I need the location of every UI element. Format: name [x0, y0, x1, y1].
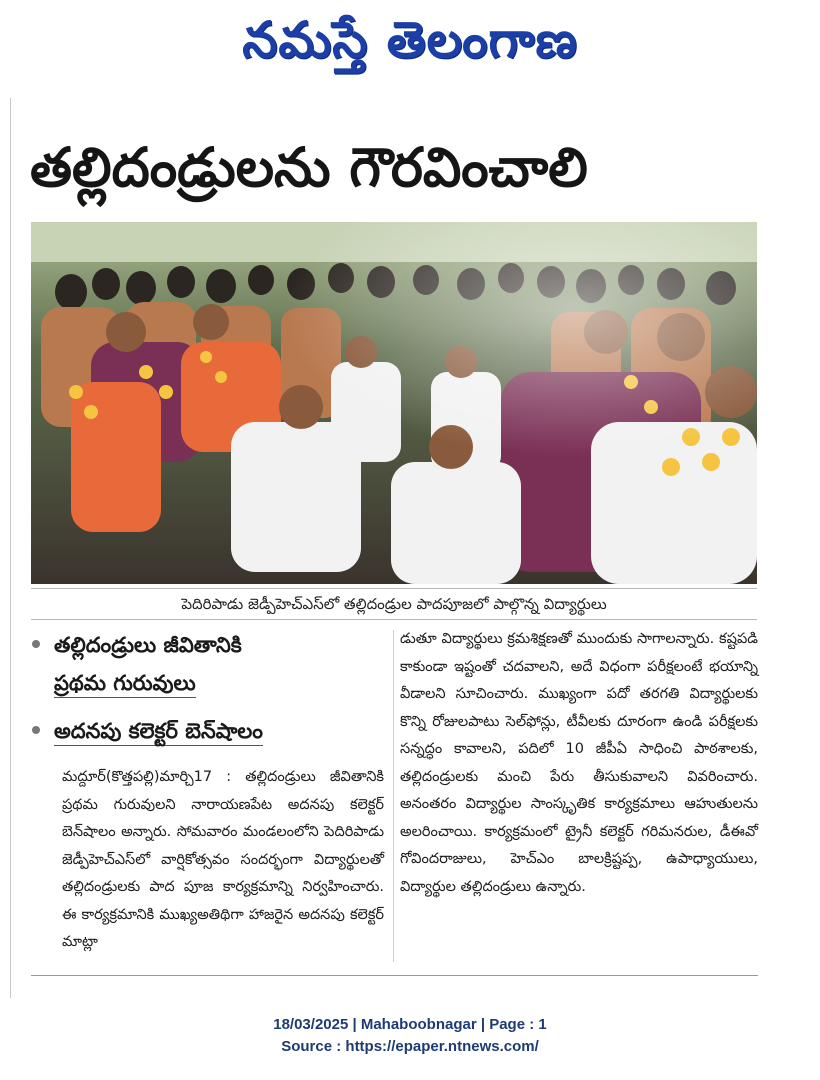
footer-date-edition: 18/03/2025 | Mahaboobnagar | Page : 1: [273, 1016, 547, 1033]
page-footer: [0, 1014, 820, 1058]
photo-caption: పెదిరిపాడు జెడ్పీహెచ్ఎస్‌లో తల్లిదండ్రుల పాదపూజలో పాల్గొన్న విద్యార్థులు: [31, 588, 757, 620]
highlight-line: అదనపు కలెక్టర్ బెన్‌షాలం: [54, 719, 263, 746]
footer-source-link[interactable]: Source : https://epaper.ntnews.com/: [281, 1038, 539, 1055]
article-end-rule: [31, 975, 758, 976]
bullet-icon: [32, 640, 40, 648]
photo-illustration: [31, 222, 757, 584]
newspaper-logo: నమస్తే తెలంగాణ: [242, 10, 578, 69]
article-highlights: [32, 626, 382, 760]
article-photo: [31, 222, 757, 584]
highlight-line: ప్రథమ గురువులు: [54, 671, 196, 698]
column-divider: [393, 630, 394, 962]
highlight-line: తల్లిదండ్రులు జీవితానికి: [54, 633, 242, 657]
article-body-right-column: డుతూ విద్యార్థులు క్రమశిక్షణతో ముందుకు సాగాలన్నారు. కష్టపడి కాకుండా ఇష్టంతో చదవాలని, అదే విధంగా పరీక్షలంటే భయాన్ని వీడాలని సూచించారు. ముఖ్యంగా పదో తరగతి విద్యార్థులకు కొన్ని రోజులపాటు సెల్‌ఫోన్లు, టీవీలకు దూరంగా ఉండి పరీక్షలకు సన్నద్ధం కావాలని, పదిలో 10 జీపీఏ సాధించి పాఠశాలకు, తల్లిదండ్రులకు మంచి పేరు తీసుకువాలని వివరించారు. అనంతరం విద్యార్థుల సాంస్కృతిక కార్యక్రమాలు ఆహుతులను అలరించాయి. కార్యక్రమంలో ట్రైనీ కలెక్టర్ గరిమనరుల, డీఈవో గోవిందరాజులు, హెచ్‌ఎం బాలక్రిష్టప్ప, ఉపాధ్యాయులు, విద్యార్థుల తల్లిదండ్రులు ఉన్నారు.: [400, 631, 758, 895]
page-left-rule: [10, 98, 11, 998]
masthead: [0, 6, 820, 78]
article-body-left-column: మద్దూర్(కొత్తపల్లి)మార్చి17 : తల్లిదండ్రులు జీవితానికి ప్రథమ గురువులని నారాయణపేట అదనపు కలెక్టర్ బెన్‌షాలం అన్నారు. సోమవారం మండలంలోని పెదిరిపాడు జెడ్పీహెచ్‌ఎస్‌లో వార్షికోత్సవం సందర్భంగా విద్యార్థులతో తల్లిదండ్రులకు పాద పూజ కార్యక్రమాన్ని నిర్వహించారు. ఈ కార్యక్రమానికి ముఖ్యఅతిథిగా హాజరైన అదనపు కలెక్టర్ మాట్లా: [62, 769, 384, 950]
highlight-item: [32, 626, 382, 702]
highlight-item: [32, 712, 382, 750]
bullet-icon: [32, 726, 40, 734]
article-headline: తల్లిదండ్రులను గౌరవించాలి: [30, 136, 588, 199]
